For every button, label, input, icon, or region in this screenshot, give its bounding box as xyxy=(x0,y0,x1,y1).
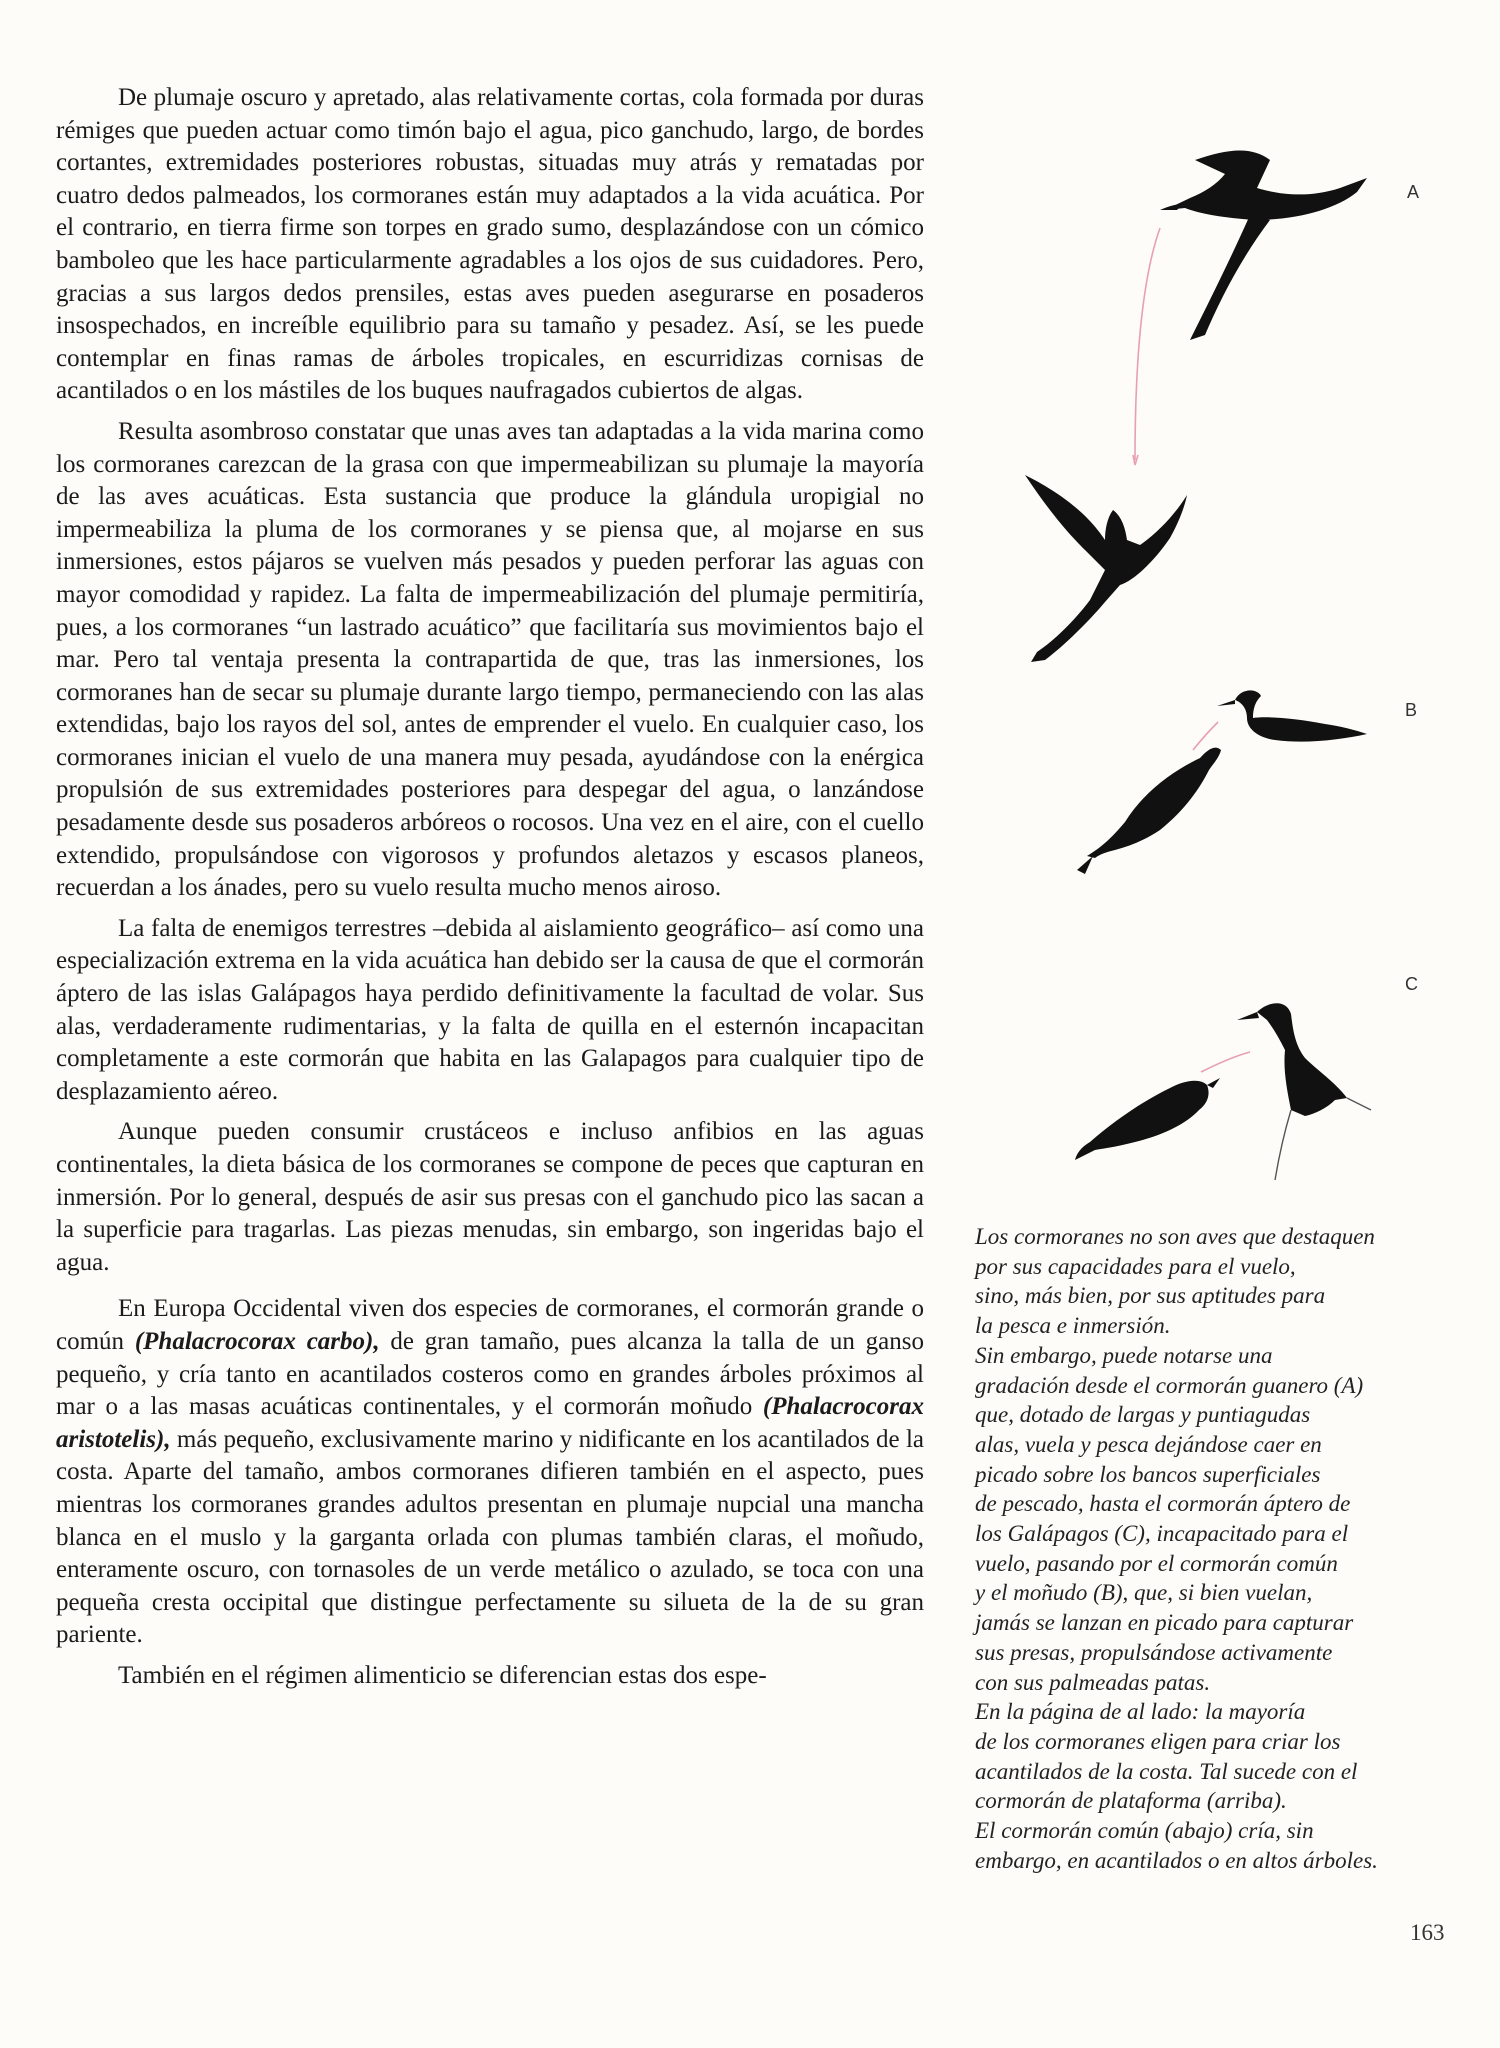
caption-line: sus presas, propulsándose activamente xyxy=(975,1639,1333,1665)
scientific-name-aristotelis: (Phalacrocorax aristotelis), xyxy=(56,1393,924,1453)
caption-line: gradación desde el cormorán guanero (A) xyxy=(975,1372,1364,1398)
caption-line: cormorán de plataforma (arriba). xyxy=(975,1788,1287,1814)
trajectory-lines xyxy=(1133,228,1250,1072)
cormorant-illustration xyxy=(995,140,1425,1180)
paragraph-5-text-1: En Europa Occidental viven dos especies de cormoranes, el cormorán grande o común xyxy=(56,1295,924,1355)
caption-line: En la página de al lado: la mayoría xyxy=(975,1699,1306,1725)
caption-line: acantilados de la costa. Tal sucede con el xyxy=(975,1758,1358,1784)
bird-a-diving-icon xyxy=(1025,475,1187,662)
paragraph-5 xyxy=(56,1293,924,1652)
caption-line: alas, vuela y pesca dejándose caer en xyxy=(975,1431,1322,1457)
figure-caption xyxy=(975,1222,1435,1875)
caption-line: de pescado, hasta el cormorán áptero de xyxy=(975,1491,1351,1517)
figure-label-a: A xyxy=(1407,182,1420,202)
caption-line: por sus capacidades para el vuelo, xyxy=(975,1253,1296,1279)
caption-line: y el moñudo (B), que, si bien vuelan, xyxy=(975,1580,1313,1606)
paragraph-3: La falta de enemigos terrestres –debida al aislamiento geográfico– así como una especialización extrema en la vida acuática han debido ser la causa de que el cormorán áptero de las islas Galápagos haya perdido definitivamente la facultad de volar. Sus alas, verdaderamente rudimentarias, y la falta de quilla en el esternón incapacitan completamente a este cormorán que habita en las Galapagos para cualquier tipo de desplazamiento aéreo. xyxy=(56,914,924,1105)
caption-line: los Galápagos (C), incapacitado para el xyxy=(975,1521,1349,1547)
caption-line: jamás se lanzan en picado para capturar xyxy=(975,1610,1354,1636)
figure-label-c: C xyxy=(1405,974,1418,994)
caption-line: Los cormoranes no son aves que destaquen xyxy=(975,1224,1375,1249)
paragraph-4: Aunque pueden consumir crustáceos e incluso anfibios en las aguas continentales, la dieta básica de los cormoranes se compone de peces que capturan en inmersión. Por lo general, después de asir sus presas con el ganchudo pico las sacan a la superficie para tragarlas. Las piezas menudas, sin embargo, son ingeridas bajo el agua. xyxy=(56,1118,924,1276)
bird-b-underwater-icon xyxy=(1077,748,1221,874)
caption-line: El cormorán común (abajo) cría, sin xyxy=(975,1818,1314,1844)
scientific-name-carbo: (Phalacrocorax carbo), xyxy=(134,1327,380,1355)
paragraph-5-text-2: de gran tamaño, pues alcanza la talla de un ganso pequeño, y cría tanto en acantilados costeros como en grandes árboles próximos al mar o a las masas acuáticas continentales, y el cormorán moñudo xyxy=(56,1327,924,1421)
caption-line: picado sobre los bancos superficiales xyxy=(975,1461,1321,1487)
caption-line: con sus palmeadas patas. xyxy=(975,1669,1211,1695)
bird-a-flying-icon xyxy=(1160,151,1367,340)
main-text-column xyxy=(56,82,924,1701)
caption-line: la pesca e inmersión. xyxy=(975,1313,1171,1339)
paragraph-6-start: También en el régimen alimenticio se diferencian estas dos espe- xyxy=(118,1661,767,1689)
bird-b-swimming-icon xyxy=(1217,690,1367,741)
caption-line: de los cormoranes eligen para criar los xyxy=(975,1728,1341,1754)
caption-line: vuelo, pasando por el cormorán común xyxy=(975,1550,1338,1576)
caption-line: sino, más bien, por sus aptitudes para xyxy=(975,1283,1326,1309)
paragraph-5-text-3: más pequeño, exclusivamente marino y nidificante en los acantilados de la costa. Aparte del tamaño, ambos cormoranes difieren también en el aspecto, pues mientras los cormoranes grandes adultos presentan en plumaje nupcial una mancha blanca en el muslo y la garganta orlada con plumas también claras, el moñudo, enteramente oscuro, con tornasoles de un verde metálico o azulado, se toca con una pequeña cresta occipital que distingue perfectamente su silueta de la de su gran pariente. xyxy=(56,1425,924,1649)
bird-c-perched-icon xyxy=(1237,1003,1347,1116)
paragraph-2: Resulta asombroso constatar que unas aves tan adaptadas a la vida marina como los cormoranes carezcan de la grasa con que impermeabilizan su plumaje la mayoría de las aves acuáticas. Esta sustancia que produce la glándula uropigial no impermeabiliza la pluma de los cormoranes y se piensa que, al mojarse en sus inmersiones, estos pájaros se vuelven más pesados y pueden perforar las aguas con mayor comodidad y rapidez. La falta de impermeabilización del plumaje permitiría, pues, a los cormoranes “un lastrado acuático” que facilitaría sus movimientos bajo el mar. Pero tal ventaja presenta la contrapartida de que, tras las inmersiones, los cormoranes han de secar su plumaje durante largo tiempo, permaneciendo con las alas extendidas, bajo los rayos del sol, antes de emprender el vuelo. En cualquier caso, los cormoranes inician el vuelo de una manera muy pesada, ayudándose con la enérgica propulsión de sus extremidades posteriores para despegar del agua, o lanzándose pesadamente desde sus posaderos arbóreos o rocosos. Una vez en el aire, con el cuello extendido, propulsándose con vigorosos y profundos aletazos y escasos planeos, recuerdan a los ánades, pero su vuelo resulta mucho menos airoso. xyxy=(56,417,924,902)
caption-line: embargo, en acantilados o en altos árboles. xyxy=(975,1847,1378,1873)
caption-line: Sin embargo, puede notarse una xyxy=(975,1342,1273,1368)
bird-c-underwater-icon xyxy=(1075,1078,1220,1160)
caption-line: que, dotado de largas y puntiagudas xyxy=(975,1402,1311,1428)
cormorant-silhouettes xyxy=(995,140,1425,1180)
rock-outline xyxy=(1275,1098,1371,1180)
figure-label-b: B xyxy=(1405,700,1418,720)
page-number: 163 xyxy=(1410,1920,1445,1945)
paragraph-1: De plumaje oscuro y apretado, alas relativamente cortas, cola formada por duras rémiges que pueden actuar como timón bajo el agua, pico ganchudo, largo, de bordes cortantes, extremidades posteriores robustas, situadas muy atrás y rematadas por cuatro dedos palmeados, los cormoranes están muy adaptados a la vida acuática. Por el contrario, en tierra firme son torpes en grado sumo, desplazándose con un cómico bamboleo que les hace particularmente agradables a los ojos de sus cuidadores. Pero, gracias a sus largos dedos prensiles, estas aves pueden asegurarse en posaderos insospechados, en increíble equilibrio para su tamaño y pesadez. Así, se les puede contemplar en finas ramas de árboles tropicales, en escurridizas cornisas de acantilados o en los mástiles de los buques naufragados cubiertos de algas. xyxy=(56,84,924,405)
